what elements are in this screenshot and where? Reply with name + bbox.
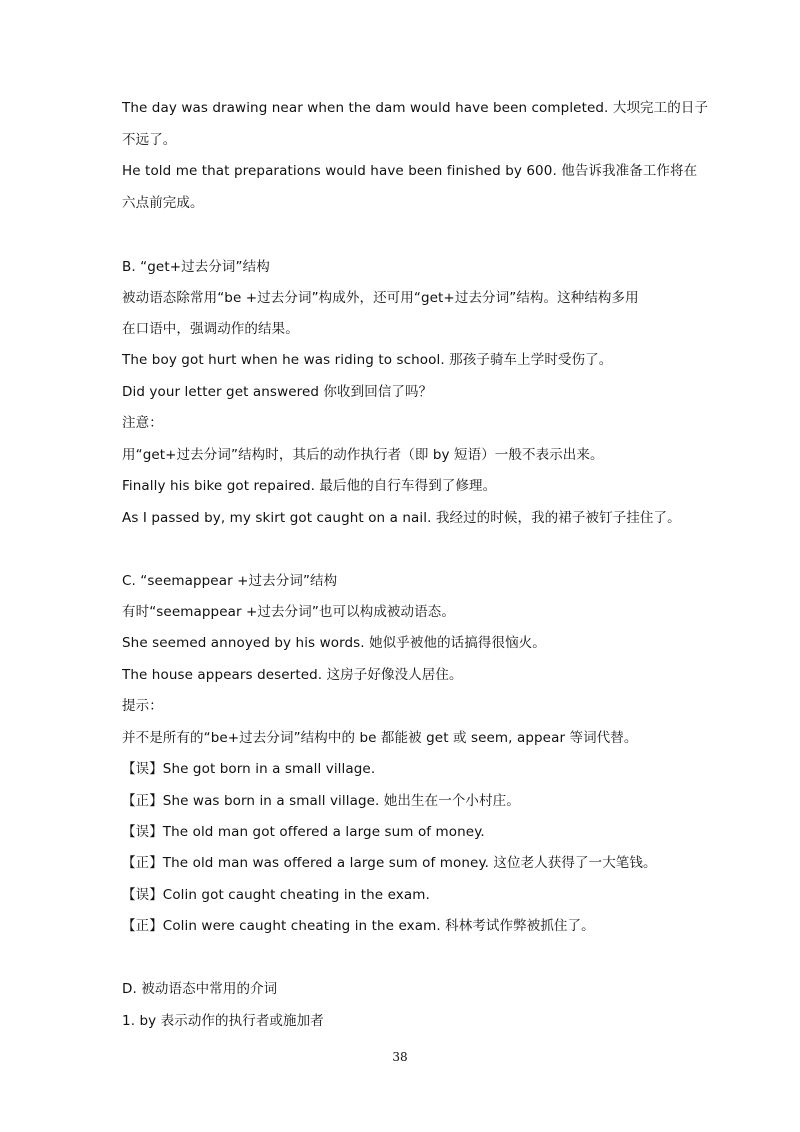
text-line: He told me that preparations would have been finished by 600. 他告诉我准备工作将在: [122, 163, 698, 179]
text-line: The day was drawing near when the dam would have been completed. 大坝完工的日子: [122, 100, 709, 116]
text-line: Did your letter get answered 你收到回信了吗？: [122, 384, 433, 400]
text-line: 【误】Colin got caught cheating in the exam.: [122, 887, 430, 903]
section-heading: B. “get+过去分词”结构: [122, 259, 270, 275]
text-line: 注意：: [122, 415, 163, 431]
text-line: 用“get+过去分词”结构时，其后的动作执行者（即 by 短语）一般不表示出来。: [122, 447, 604, 463]
page-number: 38: [392, 1050, 408, 1064]
text-line: 被动语态除常用“be +过去分词”构成外，还可用“get+过去分词”结构。这种结构多用: [122, 290, 639, 306]
text-line: As I passed by, my skirt got caught on a nail. 我经过的时候，我的裙子被钉子挂住了。: [122, 510, 681, 526]
text-line: 不远了。: [122, 132, 177, 148]
text-line: 【误】The old man got offered a large sum of money.: [122, 824, 485, 840]
text-line: She seemed annoyed by his words. 她似乎被他的话搞得很恼火。: [122, 635, 546, 651]
text-line: 在口语中，强调动作的结果。: [122, 321, 299, 337]
text-line: 【正】She was born in a small village. 她出生在一个小村庄。: [122, 793, 520, 809]
section-heading: D. 被动语态中常用的介词: [122, 981, 278, 997]
text-line: 【误】She got born in a small village.: [122, 761, 376, 777]
text-line: 1. by 表示动作的执行者或施加者: [122, 1013, 324, 1029]
section-heading: C. “seemappear +过去分词”结构: [122, 573, 338, 589]
text-line: 【正】The old man was offered a large sum of money. 这位老人获得了一大笔钱。: [122, 855, 657, 871]
text-line: 六点前完成。: [122, 195, 204, 211]
text-line: 有时“seemappear +过去分词”也可以构成被动语态。: [122, 604, 455, 620]
text-line: 提示：: [122, 698, 163, 714]
text-line: Finally his bike got repaired. 最后他的自行车得到了修理。: [122, 478, 497, 494]
text-line: 并不是所有的“be+过去分词”结构中的 be 都能被 get 或 seem, appear 等词代替。: [122, 730, 638, 746]
text-line: The boy got hurt when he was riding to school. 那孩子骑车上学时受伤了。: [122, 352, 613, 368]
text-line: The house appears deserted. 这房子好像没人居住。: [122, 667, 463, 683]
text-line: 【正】Colin were caught cheating in the exam. 科林考试作弊被抓住了。: [122, 918, 595, 934]
